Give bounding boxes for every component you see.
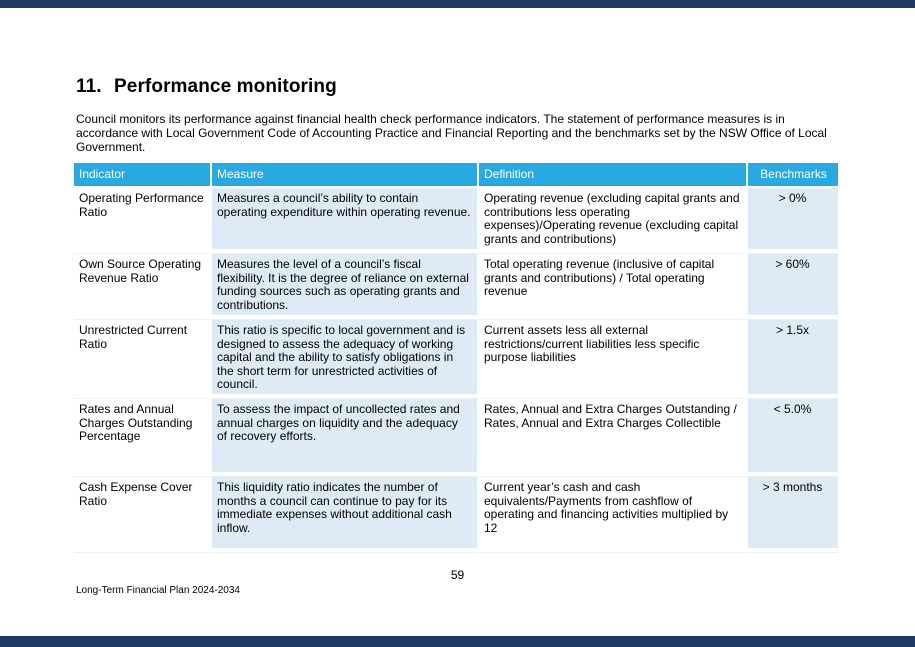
bottom-edge-band bbox=[0, 636, 915, 647]
performance-indicators-table bbox=[74, 163, 838, 553]
top-edge-band bbox=[0, 0, 915, 8]
header-cell-benchmarks: Benchmarks bbox=[748, 163, 838, 188]
table-row bbox=[74, 254, 838, 320]
indicator-cell: Own Source Operating Revenue Ratio bbox=[74, 254, 212, 320]
measure-cell: This liquidity ratio indicates the number of months a council can continue to pay for its immediate expenses without additional cash inflow. bbox=[212, 477, 479, 553]
section-heading bbox=[76, 77, 337, 97]
indicator-cell: Unrestricted Current Ratio bbox=[74, 320, 212, 399]
table-row bbox=[74, 320, 838, 399]
header-cell-definition: Definition bbox=[479, 163, 748, 188]
measure-cell: Measures the level of a council’s fiscal flexibility. It is the degree of reliance on external funding sources such as operating grants and contributions. bbox=[212, 254, 479, 320]
header-cell-measure: Measure bbox=[212, 163, 479, 188]
page-title: Performance monitoring bbox=[114, 76, 337, 97]
indicator-cell: Cash Expense Cover Ratio bbox=[74, 477, 212, 553]
table-row bbox=[74, 188, 838, 254]
measure-cell: To assess the impact of uncollected rates and annual charges on liquidity and the adequacy of recovery efforts. bbox=[212, 399, 479, 477]
header-cell-indicator: Indicator bbox=[74, 163, 212, 188]
benchmark-cell: < 5.0% bbox=[748, 399, 838, 477]
measure-cell: Measures a council’s ability to contain operating expenditure within operating revenue. bbox=[212, 188, 479, 254]
table-row bbox=[74, 399, 838, 477]
definition-cell: Operating revenue (excluding capital grants and contributions less operating expenses)/Operating revenue (excluding capital grants and contributions) bbox=[479, 188, 748, 254]
page-number: 59 bbox=[450, 568, 465, 582]
intro-paragraph: Council monitors its performance against financial health check performance indicators. The statement of performance measures is in accordance with Local Government Code of Accounting Practice and Financial Reporting and the benchmarks set by the NSW Office of Local Government. bbox=[76, 112, 827, 154]
benchmark-cell: > 0% bbox=[748, 188, 838, 254]
table-header-row bbox=[74, 163, 838, 188]
table-row bbox=[74, 477, 838, 553]
footer-document-title: Long-Term Financial Plan 2024-2034 bbox=[76, 585, 240, 596]
benchmark-cell: > 60% bbox=[748, 254, 838, 320]
definition-cell: Rates, Annual and Extra Charges Outstanding / Rates, Annual and Extra Charges Collectible bbox=[479, 399, 748, 477]
benchmark-cell: > 1.5x bbox=[748, 320, 838, 399]
definition-cell: Current year’s cash and cash equivalents/Payments from cashflow of operating and financing activities multiplied by 12 bbox=[479, 477, 748, 553]
indicator-cell: Operating Performance Ratio bbox=[74, 188, 212, 254]
definition-cell: Total operating revenue (inclusive of capital grants and contributions) / Total operating revenue bbox=[479, 254, 748, 320]
measure-cell: This ratio is specific to local government and is designed to assess the adequacy of working capital and the ability to satisfy obligations in the short term for unrestricted activities of council. bbox=[212, 320, 479, 399]
indicator-cell: Rates and Annual Charges Outstanding Percentage bbox=[74, 399, 212, 477]
definition-cell: Current assets less all external restrictions/current liabilities less specific purpose liabilities bbox=[479, 320, 748, 399]
benchmark-cell: > 3 months bbox=[748, 477, 838, 553]
section-number: 11. bbox=[76, 76, 102, 97]
